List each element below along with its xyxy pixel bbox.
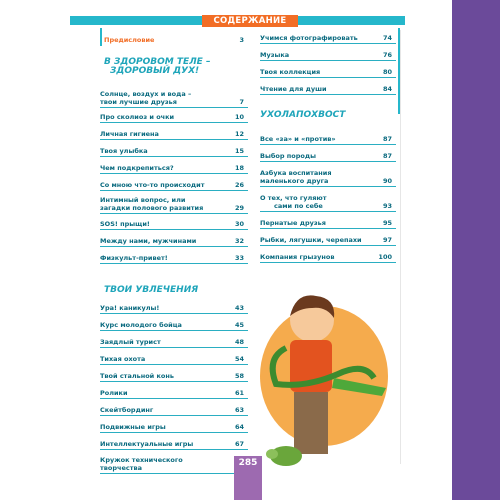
boy-trousers — [294, 392, 328, 454]
toc-entry[interactable]: Учимся фотографировать 74 — [260, 34, 396, 44]
turtle-head — [266, 449, 278, 459]
toc-entry[interactable]: Ролики 61 — [100, 389, 248, 399]
toc-entry[interactable]: Личная гигиена 12 — [100, 130, 248, 140]
toc-entry-page: 3 — [239, 36, 244, 44]
toc-entry-intro[interactable] — [100, 36, 248, 45]
toc-entry[interactable]: Ура! каникулы! 43 — [100, 304, 248, 314]
header-bar-left — [70, 16, 202, 25]
toc-entry[interactable]: Выбор породы 87 — [260, 152, 396, 162]
toc-entry[interactable]: Заядлый турист 48 — [100, 338, 248, 348]
toc-entry[interactable]: Между нами, мужчинами 32 — [100, 237, 248, 247]
toc-entry[interactable]: Твоя улыбка 15 — [100, 147, 248, 157]
toc-entry[interactable]: Со мною что-то происходит 26 — [100, 181, 248, 191]
toc-entry[interactable]: SOS! прыщи! 30 — [100, 220, 248, 230]
left-column — [100, 28, 248, 474]
toc-entry[interactable]: Музыка 76 — [260, 51, 396, 61]
toc-entry[interactable]: Кружок технического творчества — [100, 456, 248, 474]
toc-entry[interactable]: Чтение для души 84 — [260, 85, 396, 95]
header-bar-right — [298, 16, 405, 25]
toc-entry[interactable]: Интеллектуальные игры 67 — [100, 440, 248, 450]
right-column — [260, 34, 396, 263]
hobby-list — [100, 304, 248, 474]
section-title-health: В ЗДОРОВОМ ТЕЛЕ – ЗДОРОВЫЙ ДУХ! — [104, 57, 211, 76]
toc-entry[interactable]: Интимный вопрос, или загадки полового развития 29 — [100, 196, 248, 214]
health-list — [100, 90, 248, 264]
toc-entry[interactable]: Физкульт-привет! 33 — [100, 254, 248, 264]
toc-entry[interactable]: О тех, что гуляют сами по себе 93 — [260, 194, 396, 212]
section-title-hobbies: ТВОИ УВЛЕЧЕНИЯ — [104, 285, 199, 295]
toc-entry[interactable]: Все «за» и «против» 87 — [260, 135, 396, 145]
toc-entry[interactable]: Твоя коллекция 80 — [260, 68, 396, 78]
toc-entry-title: Предисловие — [104, 36, 155, 44]
toc-entry[interactable]: Твой стальной конь 58 — [100, 372, 248, 382]
toc-entry[interactable]: Скейтбординг 63 — [100, 406, 248, 416]
toc-entry[interactable]: Чем подкрепиться? 18 — [100, 164, 248, 174]
boy-with-pets-illustration — [246, 288, 396, 470]
toc-entry[interactable]: Солнце, воздух и вода – твои лучшие друзья 7 — [100, 90, 248, 108]
page-number-badge: 285 — [234, 456, 262, 500]
toc-entry[interactable]: Про сколиоз и очки 10 — [100, 113, 248, 123]
toc-entry[interactable]: Подвижные игры 64 — [100, 423, 248, 433]
page-frame-line — [400, 30, 401, 464]
section-health — [104, 58, 248, 76]
page-title: СОДЕРЖАНИЕ — [202, 15, 298, 27]
section-hobbies — [104, 286, 248, 295]
section-pets — [260, 111, 396, 120]
pet-list — [260, 135, 396, 263]
toc-entry[interactable]: Тихая охота 54 — [100, 355, 248, 365]
right-top-list — [260, 34, 396, 95]
purple-side-strip — [452, 0, 500, 500]
toc-entry[interactable]: Пернатые друзья 95 — [260, 219, 396, 229]
section-title-pets: УХОЛАПОХВОСТ — [260, 110, 346, 120]
toc-entry[interactable]: Азбука воспитания маленького друга 90 — [260, 169, 396, 187]
toc-entry[interactable]: Рыбки, лягушки, черепахи 97 — [260, 236, 396, 246]
toc-entry[interactable]: Курс молодого бойца 45 — [100, 321, 248, 331]
toc-entry[interactable]: Компания грызунов 100 — [260, 253, 396, 263]
